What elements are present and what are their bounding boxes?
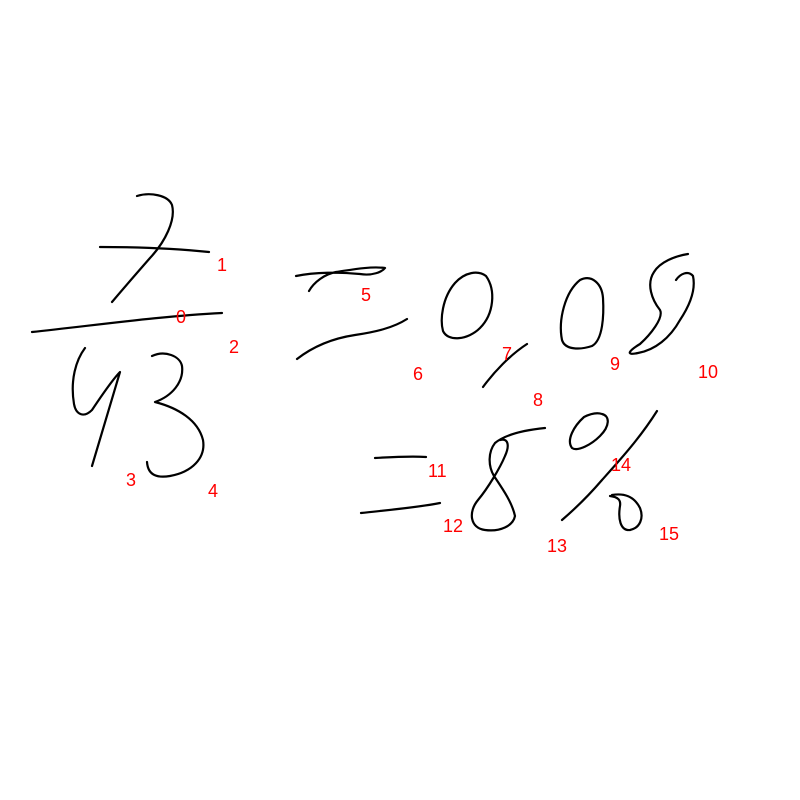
stroke-0 [32, 313, 222, 332]
stroke-12 [361, 503, 440, 513]
stroke-10 [630, 254, 694, 354]
stroke-13 [472, 428, 545, 530]
stroke-15 [610, 494, 642, 530]
label-2: 2 [229, 337, 240, 357]
label-11: 11 [428, 461, 447, 481]
label-8: 8 [533, 390, 544, 410]
stroke-4 [147, 354, 203, 477]
label-6: 6 [413, 364, 424, 384]
stroke-3 [73, 348, 120, 466]
stroke-11 [375, 457, 426, 458]
label-1: 1 [217, 255, 228, 275]
label-14: 14 [611, 455, 632, 475]
label-10: 10 [698, 362, 719, 382]
stroke-14 [562, 411, 657, 520]
label-4: 4 [208, 481, 219, 501]
label-12: 12 [443, 516, 464, 536]
label-15: 15 [659, 524, 680, 544]
stroke-9 [561, 278, 603, 348]
stroke-5 [296, 267, 385, 291]
label-3: 3 [126, 470, 137, 490]
label-9: 9 [610, 354, 621, 374]
label-0: 0 [176, 307, 187, 327]
label-13: 13 [547, 536, 568, 556]
label-7: 7 [502, 344, 513, 364]
label-5: 5 [361, 285, 372, 305]
stroke-6 [297, 319, 407, 359]
stroke-7 [442, 273, 492, 339]
